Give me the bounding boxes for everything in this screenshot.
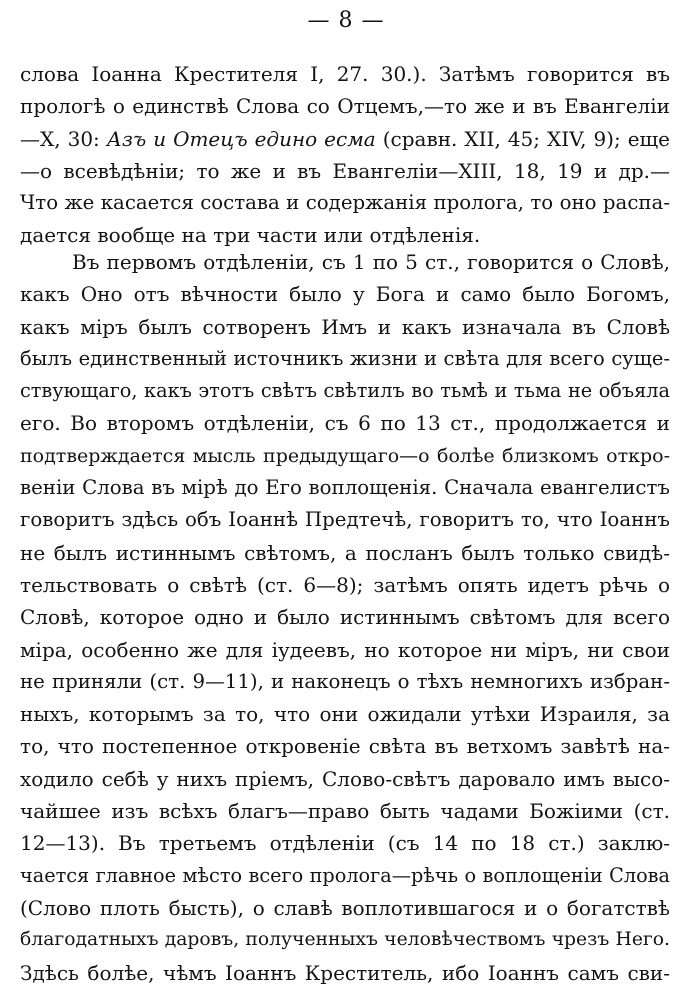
- text-line: ствующаго, какъ этотъ свѣтъ свѣтилъ во тьмѣ и тьма не объяла: [20, 379, 670, 403]
- text-line: Что же касается состава и содержанія пролога, то оно распа-: [20, 191, 670, 215]
- text-line: міра, особенно же для іудеевъ, но которое ни міръ, ни свои: [20, 637, 670, 662]
- text-line: былъ единственный источникъ жизни и свѣта для всего суще-: [20, 346, 670, 370]
- text-segment: (сравн. XII, 45; XIV, 9); еще: [375, 126, 670, 151]
- text-line: какъ Оно отъ вѣчности было у Бога и само было Богомъ,: [20, 282, 670, 307]
- text-line: прологѣ о единствѣ Слова со Отцемъ,—то же и въ Евангеліи: [20, 94, 670, 119]
- text-line: Здѣсь болѣе, чѣмъ Іоаннъ Креститель, ибо Іоаннъ самъ сви-: [20, 960, 670, 985]
- text-line: благодатныхъ даровъ, полученныхъ человѣчествомъ чрезъ Него.: [20, 929, 670, 951]
- text-line: чайшее изъ всѣхъ благъ—право быть чадами Божіими (ст.: [20, 799, 670, 824]
- paragraph-1: [20, 58, 670, 252]
- text-line: говоритъ здѣсь объ Іоаннѣ Предтечѣ, говоритъ то, что Іоаннъ: [20, 508, 670, 532]
- text-line: его. Во второмъ отдѣленіи, съ 6 по 13 ст., продолжается и: [20, 411, 670, 436]
- text-line: Въ первомъ отдѣленіи, съ 1 по 5 ст., говорится о Словѣ,: [72, 250, 670, 274]
- text-line: то, что постепенное откровеніе свѣта въ ветхомъ завѣтѣ на-: [20, 734, 670, 759]
- text-line: ходило себѣ у нихъ пріемъ, Слово-свѣтъ даровало имъ высо-: [20, 766, 670, 791]
- text-segment: —X, 30:: [20, 126, 107, 151]
- text-line: (Слово плоть бысть), о славѣ воплотившагося и о богатствѣ: [20, 895, 670, 920]
- text-line: дается вообще на три части или отдѣленія.: [20, 223, 481, 248]
- text-line: Словѣ, которое одно и было истиннымъ свѣтомъ для всего: [20, 605, 670, 630]
- text-line: 12—13). Въ третьемъ отдѣленіи (съ 14 по 18 ст.) заклю-: [20, 831, 670, 856]
- text-line: чается главное мѣсто всего пролога—рѣчь о воплощеніи Слова: [20, 863, 670, 887]
- text-line: подтверждается мысль предыдущаго—о болѣе близкомъ откро-: [20, 444, 670, 467]
- text-line: не приняли (ст. 9—11), и наконецъ о тѣхъ немногихъ избран-: [20, 669, 670, 693]
- text-line: ныхъ, которымъ за то, что они ожидали утѣхи Израиля, за: [20, 702, 670, 727]
- text-line: —о всевѣдѣніи; то же и въ Евангеліи—XIII, 18, 19 и др.—: [20, 158, 670, 183]
- text-line: какъ міръ былъ сотворенъ Имъ и какъ изначала въ Словѣ: [20, 314, 670, 339]
- scripture-quote: Азъ и Отецъ едино есма: [106, 126, 376, 151]
- paragraph-2: [20, 246, 670, 989]
- page-number: — 8 —: [307, 8, 385, 33]
- text-line: тельствовать о свѣтѣ (ст. 6—8); затѣмъ опять идетъ рѣчь о: [20, 572, 670, 597]
- text-line: [20, 123, 670, 155]
- text-line: веніи Слова въ мірѣ до Его воплощенія. Сначала евангелистъ: [20, 476, 670, 500]
- text-line: слова Іоанна Крестителя I, 27. 30.). Затѣмъ говорится въ: [20, 62, 670, 86]
- text-line: не былъ истиннымъ свѣтомъ, а посланъ былъ только свидѣ-: [20, 540, 670, 565]
